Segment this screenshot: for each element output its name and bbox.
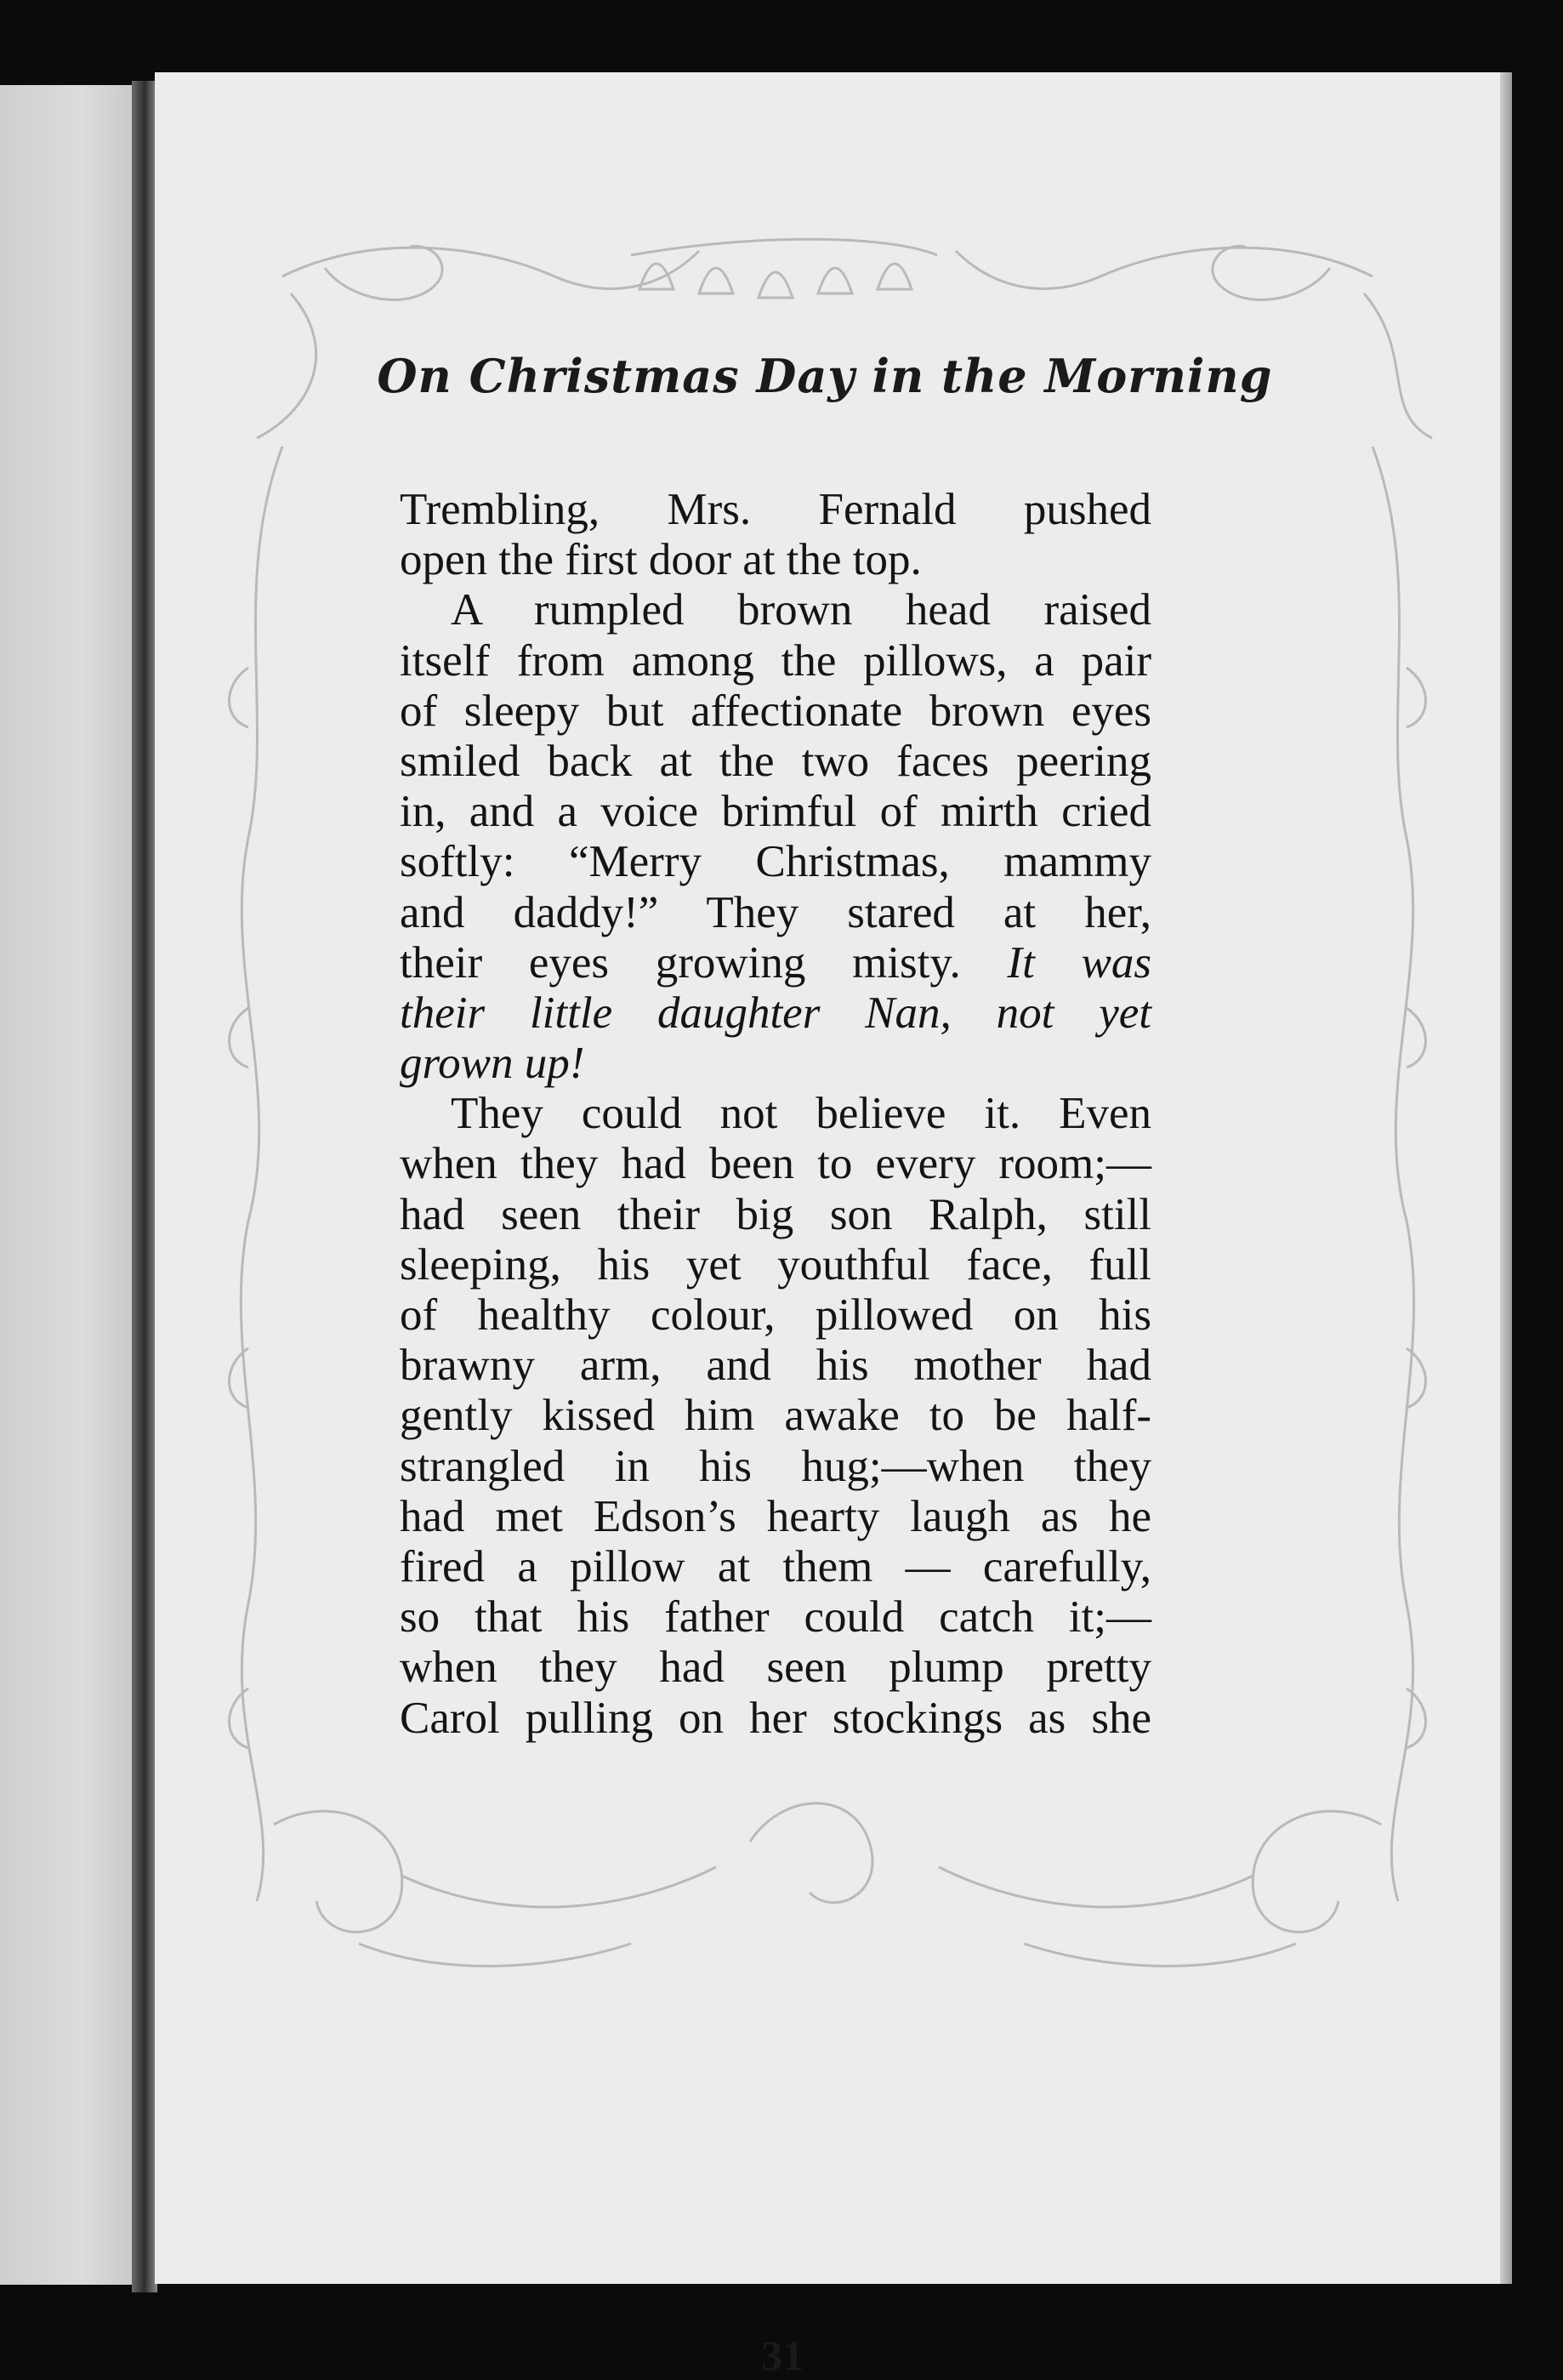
text-segment: smiled back at the two faces peering — [400, 736, 1151, 786]
text-line — [400, 1643, 1151, 1693]
text-segment: when they had been to every room;— — [400, 1139, 1151, 1189]
text-segment: softly: “Merry Christmas, mammy — [400, 837, 1151, 887]
text-segment: sleeping, his yet youthful face, full — [400, 1239, 1151, 1290]
text-segment: and daddy!” They stared at her, — [400, 887, 1151, 937]
text-segment: Trembling, Mrs. Fernald pushed — [400, 485, 1151, 534]
text-line — [400, 686, 1151, 737]
text-segment: Carol pulling on her stockings as she — [400, 1693, 1151, 1743]
text-line — [400, 988, 1151, 1039]
text-line — [400, 1240, 1151, 1290]
text-line — [400, 1139, 1151, 1189]
page-number: 31 — [761, 2332, 804, 2379]
text-segment: They could not believe it. Even — [451, 1089, 1151, 1139]
text-line — [400, 1442, 1151, 1492]
italic-text: grown up! — [400, 1039, 585, 1089]
text-segment: had seen their big son Ralph, still — [400, 1189, 1151, 1239]
text-line — [400, 1391, 1151, 1441]
text-line — [400, 1694, 1151, 1744]
facing-page-edge — [0, 85, 149, 2285]
text-line — [400, 1341, 1151, 1391]
text-segment: in, and a voice brimful of mirth cried — [400, 787, 1151, 837]
text-line — [400, 1492, 1151, 1542]
text-line — [400, 1592, 1151, 1643]
text-line — [400, 1089, 1151, 1139]
text-segment: of healthy colour, pillowed on his — [400, 1290, 1151, 1340]
italic-text: It was — [1007, 937, 1151, 988]
text-line — [400, 485, 1151, 535]
text-segment: their eyes growing misty. — [400, 937, 1008, 988]
text-segment: open the first door at the top. — [400, 535, 922, 585]
text-segment: fired a pillow at them — carefully, — [400, 1541, 1151, 1591]
page-edge-shadow — [1500, 72, 1512, 2284]
text-line — [400, 1039, 1151, 1089]
text-line — [400, 1190, 1151, 1240]
text-line — [400, 737, 1151, 787]
text-segment: gently kissed him awake to be half- — [400, 1391, 1151, 1441]
italic-text: their little daughter Nan, not yet — [400, 988, 1151, 1038]
text-line — [400, 535, 1151, 585]
book-gutter — [132, 81, 157, 2292]
text-line — [400, 938, 1151, 988]
text-segment: A rumpled brown head raised — [451, 585, 1151, 635]
text-segment: of sleepy but affectionate brown eyes — [400, 686, 1151, 736]
text-line — [400, 1290, 1151, 1341]
text-line — [400, 837, 1151, 887]
text-segment: brawny arm, and his mother had — [400, 1341, 1151, 1391]
text-segment: itself from among the pillows, a pair — [400, 635, 1151, 686]
running-head: On Christmas Day in the Morning — [377, 349, 1273, 403]
text-line — [400, 888, 1151, 938]
body-text — [400, 485, 1151, 1744]
text-line — [400, 1542, 1151, 1592]
text-line — [400, 636, 1151, 686]
text-segment: so that his father could catch it;— — [400, 1592, 1151, 1643]
text-segment: strangled in his hug;—when they — [400, 1441, 1151, 1491]
text-segment: had met Edson’s hearty laugh as he — [400, 1491, 1151, 1541]
text-segment: when they had seen plump pretty — [400, 1643, 1151, 1693]
text-line — [400, 585, 1151, 635]
text-line — [400, 787, 1151, 837]
